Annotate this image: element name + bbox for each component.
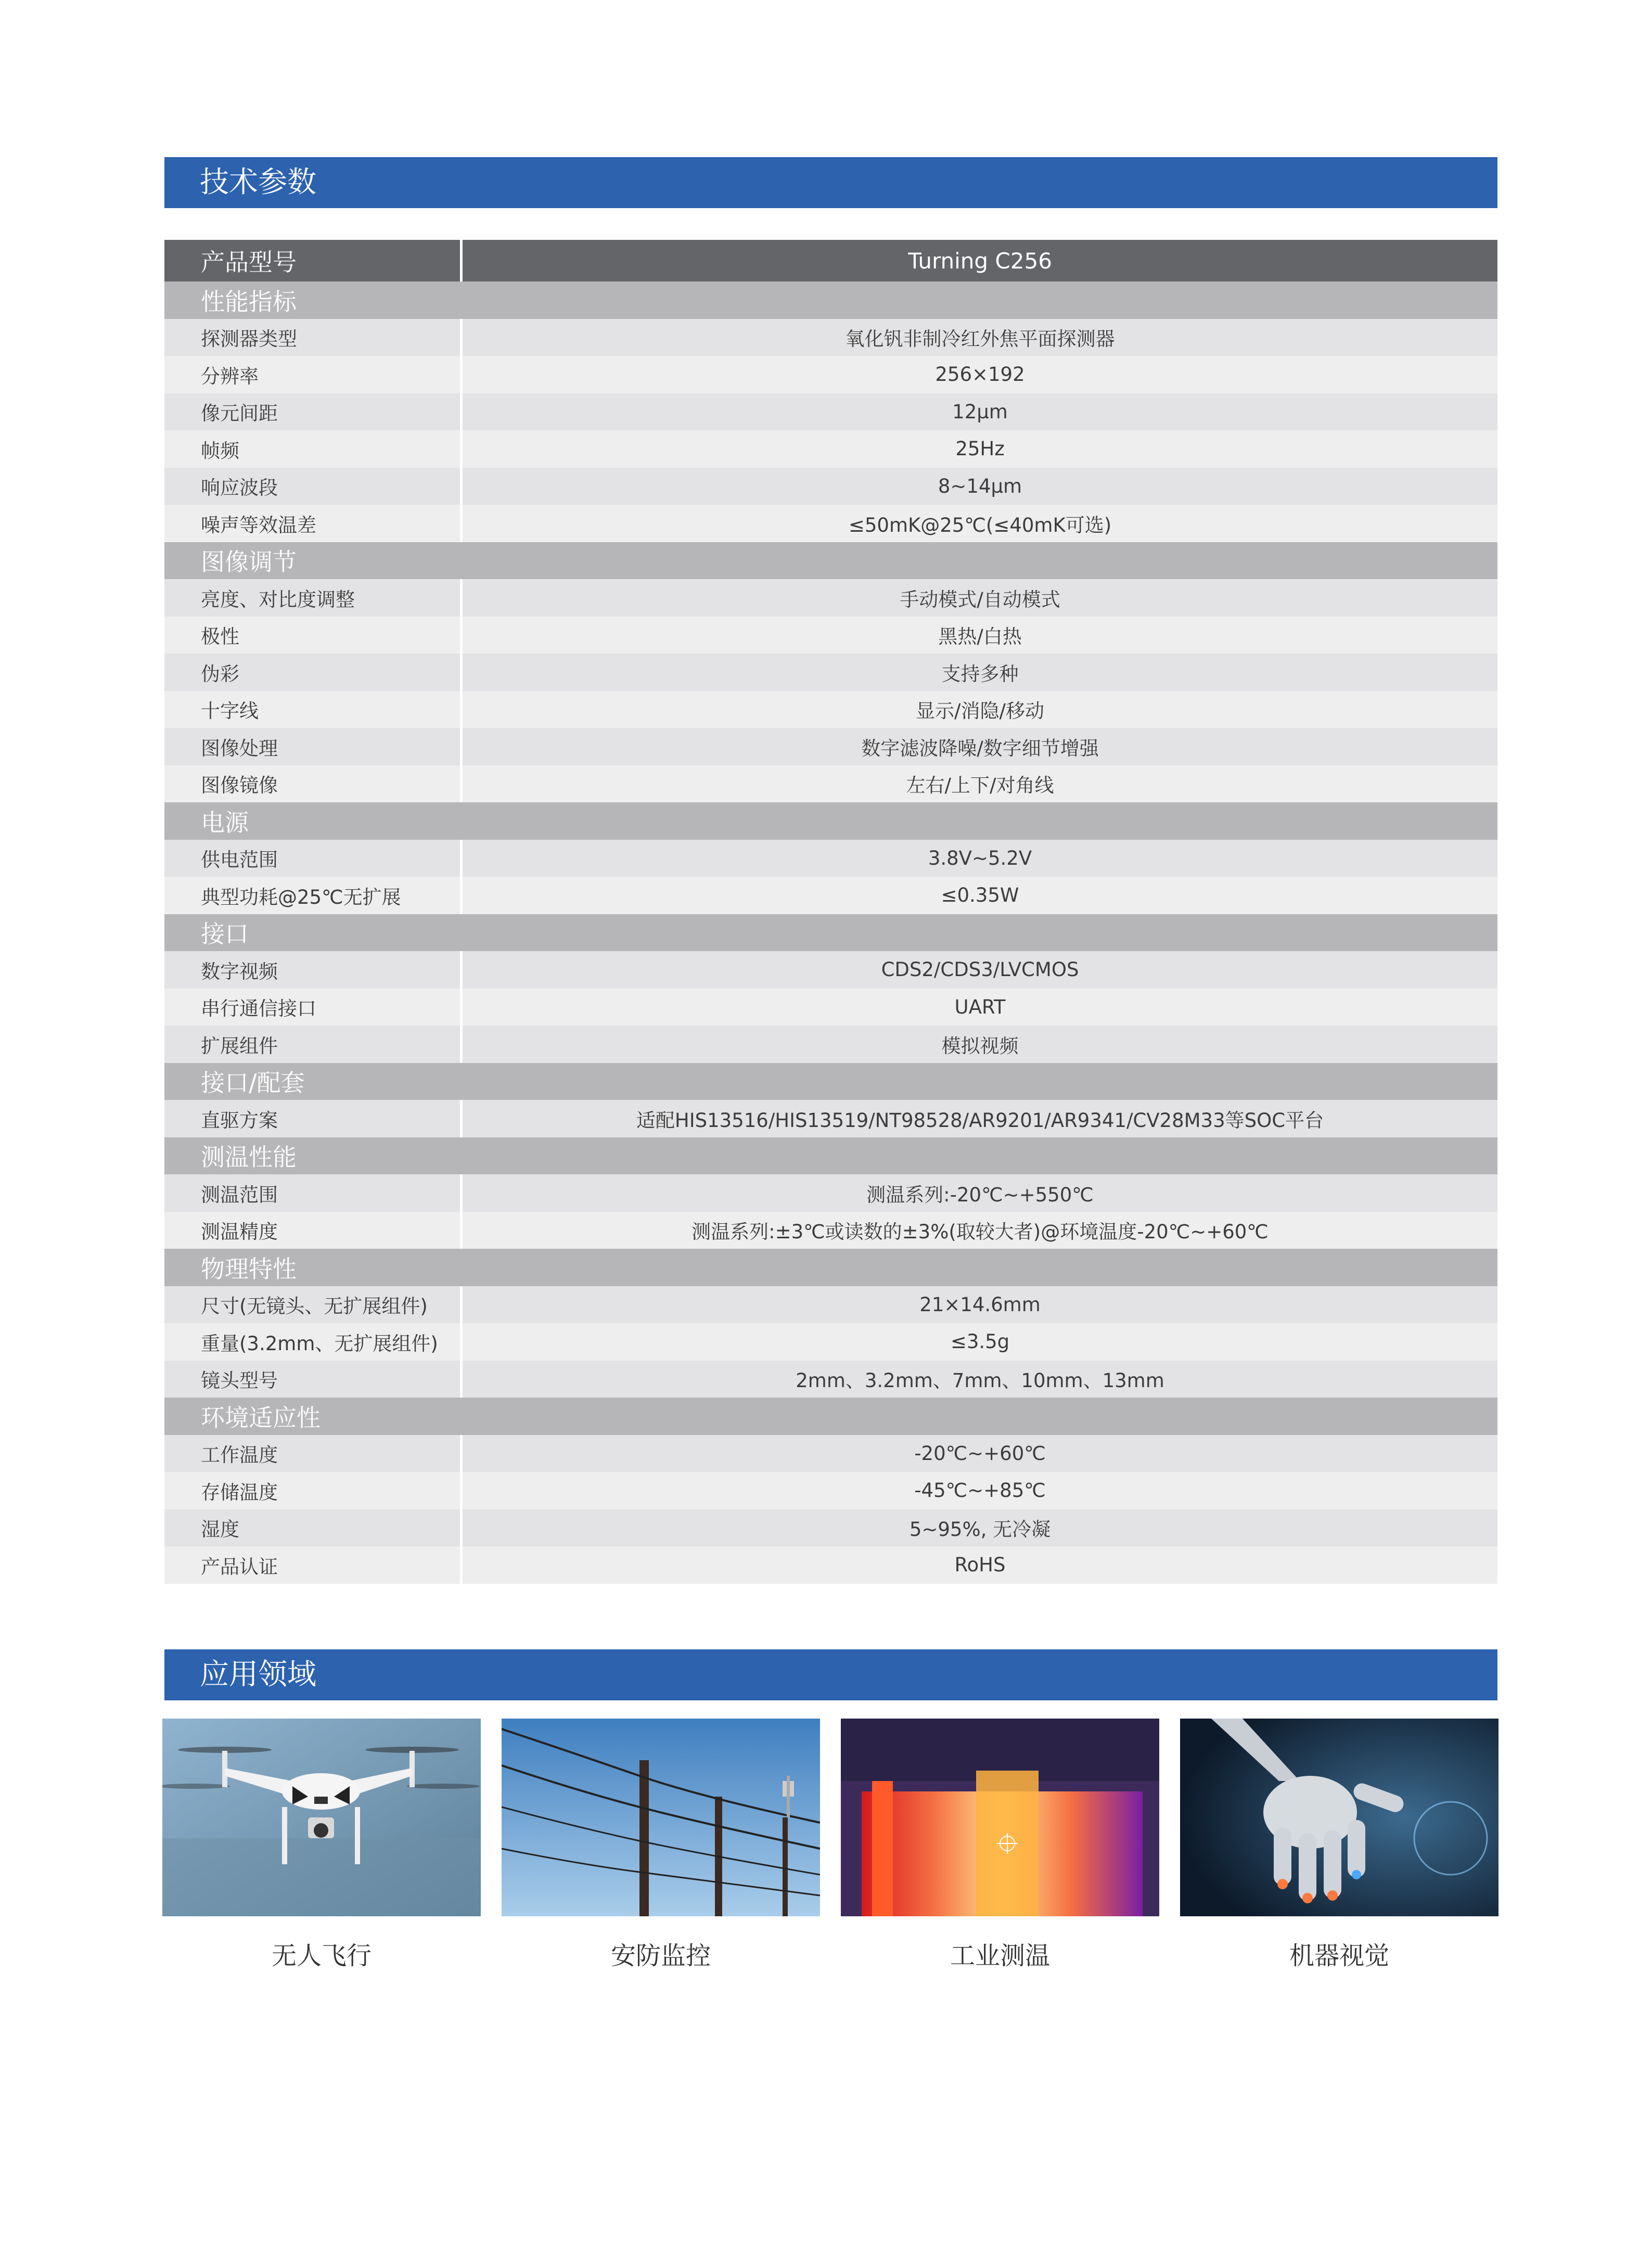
spec-row <box>164 765 1497 803</box>
spec-label: 数字视频 <box>164 951 463 989</box>
category-title: 电源 <box>201 808 249 837</box>
spec-label: 供电范围 <box>164 840 463 877</box>
spec-label: 工作温度 <box>164 1435 463 1472</box>
spec-row <box>164 877 1497 914</box>
spec-label: 像元间距 <box>164 393 463 431</box>
category-row <box>164 281 1497 319</box>
spec-row <box>164 691 1497 728</box>
spec-value: 测温系列:±3℃或读数的±3%(取较大者)@环境温度-20℃~+60℃ <box>691 1221 1269 1244</box>
category-title: 接口 <box>201 920 249 949</box>
spec-table-header <box>164 240 1497 281</box>
spec-label: 图像镜像 <box>164 765 463 803</box>
spec-label: 重量(3.2mm、无扩展组件) <box>164 1323 463 1361</box>
spec-value: -45℃~+85℃ <box>914 1479 1046 1502</box>
spec-row <box>164 1026 1497 1063</box>
spec-row <box>164 840 1497 877</box>
spec-row <box>164 319 1497 356</box>
spec-value: 12μm <box>952 400 1008 423</box>
spec-row <box>164 1286 1497 1324</box>
applications-gallery <box>162 1719 1500 1916</box>
spec-label: 分辨率 <box>164 356 463 393</box>
spec-row <box>164 989 1497 1026</box>
category-row <box>164 1249 1497 1286</box>
app-caption-thermal: 工业测温 <box>950 1941 1050 1970</box>
spec-row <box>164 393 1497 431</box>
spec-value: 手动模式/自动模式 <box>900 588 1060 611</box>
spec-value: 8~14μm <box>938 475 1022 497</box>
category-title: 环境适应性 <box>201 1403 321 1432</box>
spec-value: 氧化钒非制冷红外焦平面探测器 <box>845 328 1115 351</box>
spec-value: 25Hz <box>955 438 1005 460</box>
category-row <box>164 802 1497 840</box>
spec-value: 黑热/白热 <box>938 625 1022 648</box>
spec-row <box>164 1435 1497 1472</box>
app-caption-drone: 无人飞行 <box>271 1941 372 1970</box>
spec-value: 适配HIS13516/HIS13519/NT98528/AR9201/AR9341/CV28M33等SOC平台 <box>636 1109 1324 1132</box>
spec-label: 探测器类型 <box>164 319 463 356</box>
category-row <box>164 1398 1497 1435</box>
spec-row <box>164 430 1497 468</box>
spec-row <box>164 1212 1497 1249</box>
category-title: 图像调节 <box>201 548 297 576</box>
category-row <box>164 1137 1497 1175</box>
spec-label: 十字线 <box>164 691 463 728</box>
app-caption-vision: 机器视觉 <box>1289 1941 1389 1970</box>
spec-value: 5~95%, 无冷凝 <box>909 1518 1051 1541</box>
category-row <box>164 542 1497 580</box>
spec-row <box>164 356 1497 393</box>
robot-hand-photo <box>1180 1719 1499 1916</box>
spec-value: 显示/消隐/移动 <box>916 700 1044 723</box>
spec-label: 噪声等效温差 <box>164 505 463 542</box>
spec-value: 256×192 <box>935 363 1025 386</box>
spec-row <box>164 654 1497 691</box>
spec-value: ≤3.5g <box>950 1330 1010 1353</box>
spec-row <box>164 1174 1497 1212</box>
spec-value: 模拟视频 <box>941 1034 1019 1057</box>
spec-label: 亮度、对比度调整 <box>164 579 463 617</box>
header-label: 产品型号 <box>164 240 463 281</box>
spec-row <box>164 1100 1497 1137</box>
spec-row <box>164 1361 1497 1398</box>
header-value: Turning C256 <box>908 248 1052 274</box>
spec-label: 图像处理 <box>164 728 463 765</box>
spec-row <box>164 505 1497 542</box>
spec-label: 帧频 <box>164 430 463 468</box>
spec-value: 2mm、3.2mm、7mm、10mm、13mm <box>796 1369 1164 1392</box>
spec-label: 串行通信接口 <box>164 989 463 1026</box>
spec-row <box>164 468 1497 505</box>
category-title: 物理特性 <box>201 1254 297 1283</box>
spec-value: 21×14.6mm <box>919 1293 1041 1316</box>
spec-row <box>164 1472 1497 1509</box>
spec-value: 支持多种 <box>941 662 1019 685</box>
spec-value: UART <box>954 995 1006 1018</box>
spec-row <box>164 1323 1497 1361</box>
spec-value: 左右/上下/对角线 <box>906 774 1054 797</box>
spec-row <box>164 1546 1497 1584</box>
category-row <box>164 1063 1497 1100</box>
spec-label: 测温范围 <box>164 1174 463 1212</box>
spec-value: 测温系列:-20℃~+550℃ <box>866 1183 1094 1206</box>
spec-value: 3.8V~5.2V <box>928 847 1032 869</box>
spec-table <box>164 240 1497 1584</box>
app-caption-security: 安防监控 <box>610 1941 711 1970</box>
spec-value: CDS2/CDS3/LVCMOS <box>881 958 1079 981</box>
spec-value: ≤50mK@25℃(≤40mK可选) <box>848 514 1112 536</box>
spec-label: 直驱方案 <box>164 1100 463 1137</box>
specs-section-title: 技术参数 <box>200 165 316 199</box>
thermal-image-photo <box>841 1719 1159 1916</box>
applications-section-header <box>164 1649 1497 1700</box>
spec-value: ≤0.35W <box>941 884 1019 907</box>
applications-section-title: 应用领域 <box>200 1658 316 1692</box>
spec-label: 存储温度 <box>164 1472 463 1509</box>
specs-section-header <box>164 157 1497 208</box>
spec-value: 数字滤波降噪/数字细节增强 <box>861 737 1099 760</box>
spec-label: 产品认证 <box>164 1546 463 1584</box>
spec-label: 尺寸(无镜头、无扩展组件) <box>164 1286 463 1324</box>
spec-value: -20℃~+60℃ <box>914 1442 1046 1465</box>
barbed-wire-photo <box>502 1719 820 1916</box>
category-row <box>164 914 1497 952</box>
spec-label: 湿度 <box>164 1509 463 1547</box>
spec-row <box>164 617 1497 654</box>
spec-label: 测温精度 <box>164 1212 463 1249</box>
spec-label: 镜头型号 <box>164 1361 463 1398</box>
spec-label: 典型功耗@25℃无扩展 <box>164 877 463 914</box>
category-title: 性能指标 <box>201 287 297 316</box>
category-title: 测温性能 <box>201 1143 297 1172</box>
spec-label: 扩展组件 <box>164 1026 463 1063</box>
spec-row <box>164 1509 1497 1547</box>
spec-value: RoHS <box>954 1554 1006 1577</box>
spec-label: 响应波段 <box>164 468 463 505</box>
drone-photo <box>162 1719 481 1916</box>
spec-row <box>164 951 1497 989</box>
category-title: 接口/配套 <box>201 1069 305 1097</box>
spec-row <box>164 728 1497 765</box>
spec-label: 伪彩 <box>164 654 463 691</box>
spec-label: 极性 <box>164 617 463 654</box>
spec-row <box>164 579 1497 617</box>
